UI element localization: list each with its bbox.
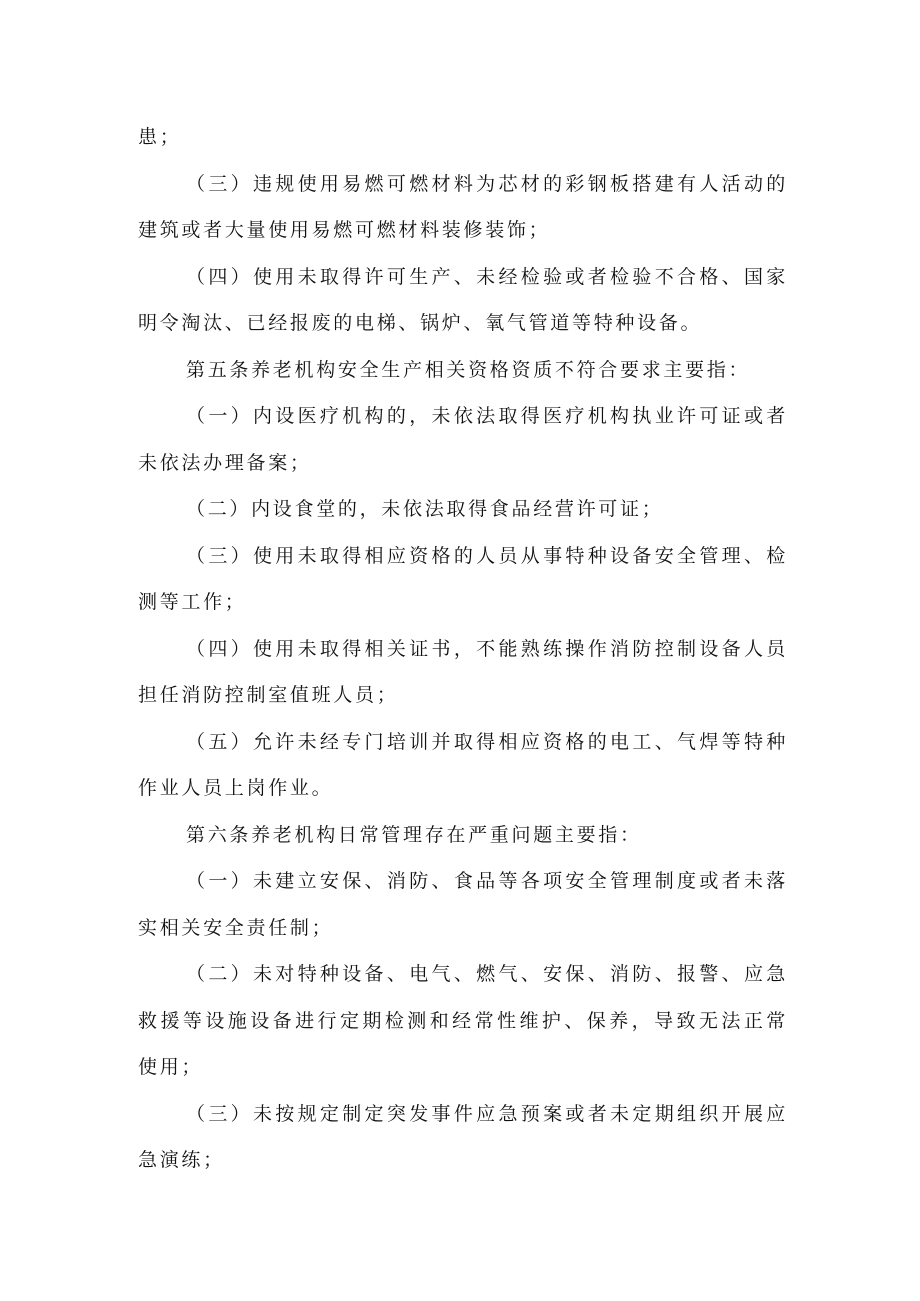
paragraph-article-6-item-3: （三）未按规定制定突发事件应急预案或者未定期组织开展应急演练； xyxy=(138,1102,788,1171)
paragraph-article-5-item-5: （五）允许未经专门培训并取得相应资格的电工、气焊等特种作业人员上岗作业。 xyxy=(138,730,788,799)
paragraph-article-5-item-1: （一）内设医疗机构的，未依法取得医疗机构执业许可证或者未依法办理备案； xyxy=(138,405,788,474)
paragraph-article-5-item-4: （四）使用未取得相关证书，不能熟练操作消防控制设备人员担任消防控制室值班人员； xyxy=(138,637,788,706)
paragraph-article-5-item-3: （三）使用未取得相应资格的人员从事特种设备安全管理、检测等工作； xyxy=(138,544,788,613)
paragraph-item-3-fire-materials: （三）违规使用易燃可燃材料为芯材的彩钢板搭建有人活动的建筑或者大量使用易燃可燃材料装修装饰； xyxy=(138,172,788,241)
paragraph-article-6-item-1: （一）未建立安保、消防、食品等各项安全管理制度或者未落实相关安全责任制； xyxy=(138,870,788,939)
paragraph-article-6-heading: 第六条养老机构日常管理存在严重问题主要指： xyxy=(186,823,642,846)
paragraph-article-6-item-2: （二）未对特种设备、电气、燃气、安保、消防、报警、应急救援等设施设备进行定期检测和经常性维护、保养，导致无法正常使用； xyxy=(138,963,788,1078)
paragraph-article-5-heading: 第五条养老机构安全生产相关资格资质不符合要求主要指： xyxy=(186,358,751,381)
document-body xyxy=(138,114,788,1184)
paragraph-article-5-item-2: （二）内设食堂的，未依法取得食品经营许可证； xyxy=(186,498,664,520)
paragraph-item-4-special-equipment: （四）使用未取得许可生产、未经检验或者检验不合格、国家明令淘汰、已经报废的电梯、锅炉、氧气管道等特种设备。 xyxy=(138,265,788,334)
paragraph-continuation: 患； xyxy=(138,126,182,148)
